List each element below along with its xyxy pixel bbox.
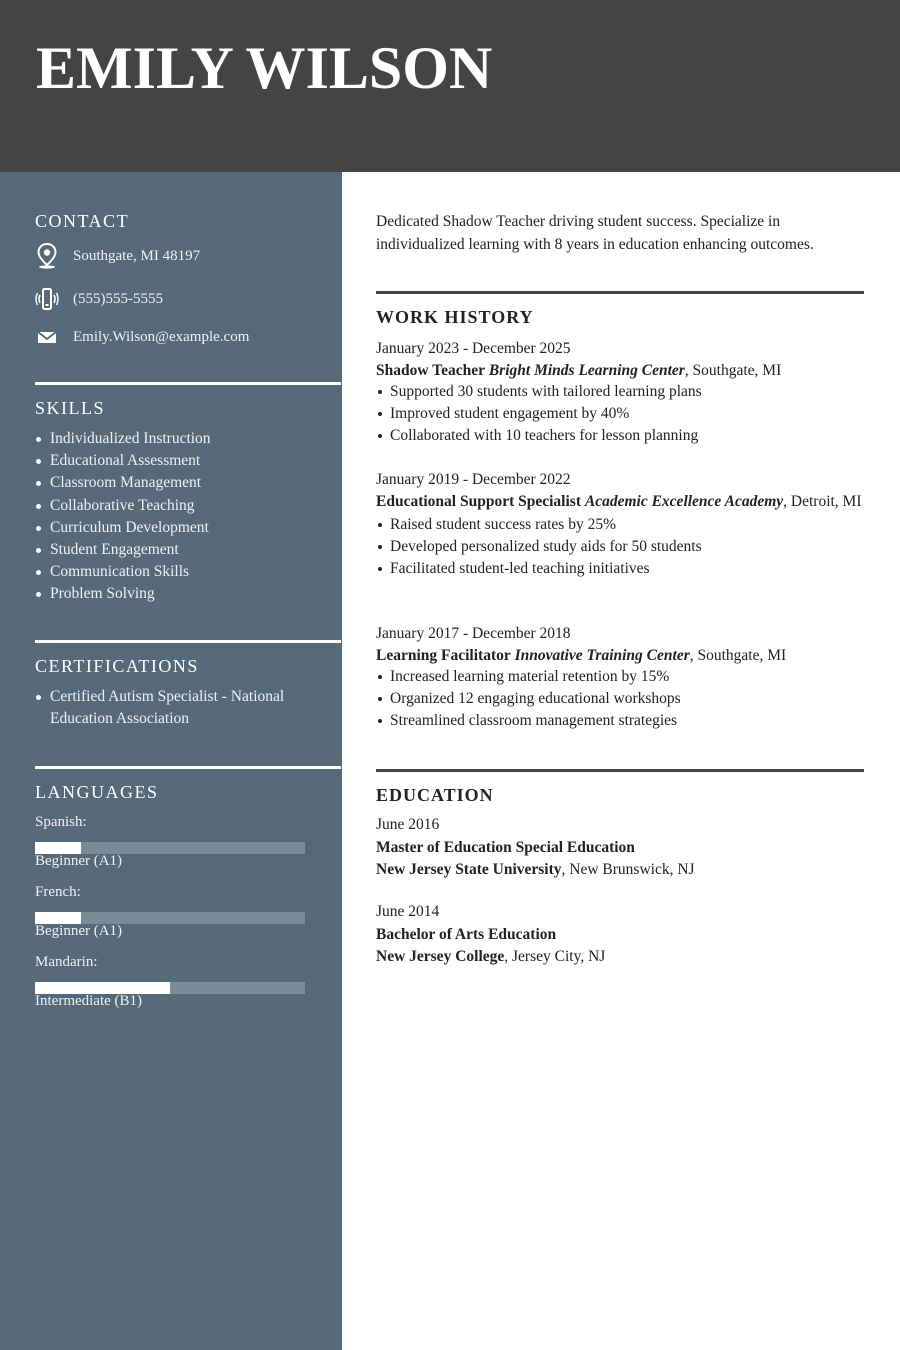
section-divider — [376, 769, 864, 772]
education-entry — [376, 901, 864, 969]
contact-email-text[interactable]: Emily.Wilson@example.com — [73, 328, 250, 345]
skill-item: Problem Solving — [35, 583, 211, 605]
skill-item: Individualized Instruction — [35, 428, 211, 450]
job-entry — [376, 469, 864, 579]
job-bullet: Streamlined classroom management strategies — [376, 710, 864, 732]
contact-phone — [35, 286, 163, 312]
languages-heading: LANGUAGES — [35, 782, 159, 802]
job-bullet: Organized 12 engaging educational workshops — [376, 688, 864, 710]
job-bullets — [376, 666, 864, 731]
skill-item: Collaborative Teaching — [35, 495, 211, 517]
professional-summary: Dedicated Shadow Teacher driving student success. Specialize in individualized learning with 8 years in education enhancing outcomes. — [376, 213, 814, 253]
job-bullet: Increased learning material retention by 15% — [376, 666, 864, 688]
education-location: , Jersey City, NJ — [504, 948, 606, 965]
location-pin-icon — [35, 243, 59, 269]
job-bullet: Facilitated student-led teaching initiatives — [376, 558, 864, 580]
language-name: French: — [35, 884, 81, 900]
job-bullets — [376, 514, 864, 579]
contact-heading: CONTACT — [35, 211, 130, 231]
job-location: , Southgate, MI — [689, 647, 787, 664]
language-name: Mandarin: — [35, 954, 98, 970]
section-divider — [376, 291, 864, 294]
sidebar-divider — [35, 640, 341, 643]
language-level: Intermediate (B1) — [35, 993, 143, 1009]
job-title: Educational Support Specialist — [376, 493, 581, 510]
education-entry — [376, 814, 864, 882]
education-degree: Master of Education Special Education — [376, 838, 635, 856]
phone-icon — [35, 286, 59, 312]
skills-heading: SKILLS — [35, 398, 106, 418]
job-bullet: Improved student engagement by 40% — [376, 403, 864, 425]
skills-list — [35, 428, 211, 606]
job-entry — [376, 338, 864, 446]
job-company: Innovative Training Center — [514, 647, 690, 664]
envelope-icon — [35, 324, 59, 350]
certifications-list — [35, 686, 305, 730]
header-banner — [0, 0, 900, 172]
sidebar-divider — [35, 766, 341, 769]
applicant-name: EMILY WILSON — [36, 35, 493, 101]
skill-item: Classroom Management — [35, 472, 211, 494]
skill-item: Student Engagement — [35, 539, 211, 561]
education-school: New Jersey State University — [376, 861, 562, 878]
job-dates: January 2017 - December 2018 — [376, 625, 571, 642]
job-dates: January 2019 - December 2022 — [376, 471, 571, 488]
contact-location-text: Southgate, MI 48197 — [73, 247, 201, 264]
job-company: Academic Excellence Academy — [584, 493, 784, 510]
contact-email — [35, 324, 249, 350]
education-heading: EDUCATION — [376, 785, 494, 805]
language-level: Beginner (A1) — [35, 853, 123, 869]
contact-phone-text: (555)555-5555 — [73, 290, 163, 307]
education-location: , New Brunswick, NJ — [561, 861, 695, 878]
job-role-line — [376, 491, 864, 512]
education-school: New Jersey College — [376, 948, 505, 965]
job-location: , Southgate, MI — [684, 362, 782, 379]
job-bullet: Raised student success rates by 25% — [376, 514, 864, 536]
sidebar-divider — [35, 382, 341, 385]
skill-item: Communication Skills — [35, 561, 211, 583]
job-company: Bright Minds Learning Center — [488, 362, 685, 379]
job-dates: January 2023 - December 2025 — [376, 340, 571, 357]
job-title: Learning Facilitator — [376, 647, 511, 664]
job-bullet: Supported 30 students with tailored learning plans — [376, 381, 864, 403]
job-bullets — [376, 381, 864, 446]
education-date: June 2016 — [376, 816, 440, 833]
certifications-heading: CERTIFICATIONS — [35, 656, 199, 676]
job-bullet: Collaborated with 10 teachers for lesson planning — [376, 425, 864, 447]
language-name: Spanish: — [35, 814, 87, 830]
work-history-heading: WORK HISTORY — [376, 307, 534, 327]
language-level: Beginner (A1) — [35, 923, 123, 939]
certification-item: Certified Autism Specialist - National Education Association — [35, 686, 305, 730]
job-entry — [376, 623, 864, 731]
job-role-line — [376, 645, 864, 666]
job-role-line — [376, 360, 864, 381]
job-location: , Detroit, MI — [783, 493, 862, 510]
contact-location — [35, 243, 200, 269]
job-bullet: Developed personalized study aids for 50 students — [376, 536, 864, 558]
skill-item: Curriculum Development — [35, 517, 211, 539]
skill-item: Educational Assessment — [35, 450, 211, 472]
education-degree: Bachelor of Arts Education — [376, 925, 557, 943]
job-title: Shadow Teacher — [376, 362, 485, 379]
education-date: June 2014 — [376, 903, 440, 920]
